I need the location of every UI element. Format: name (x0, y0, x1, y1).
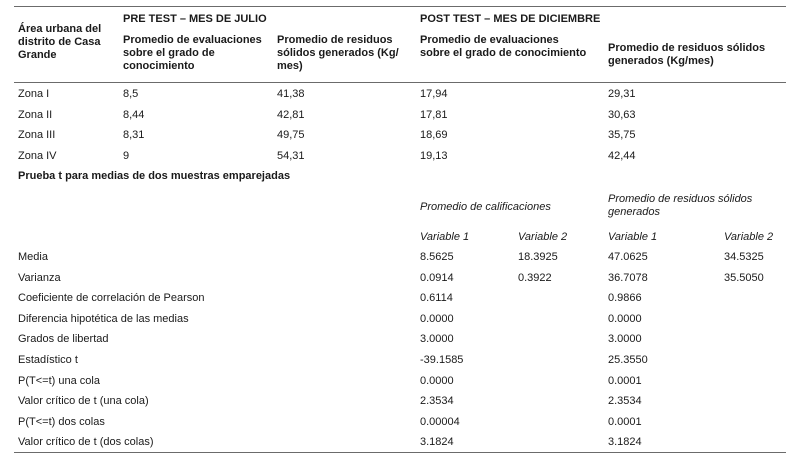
residues-var2-value: 35.5050 (724, 272, 764, 284)
grades-var2-value: 18.3925 (518, 251, 558, 263)
residues-var1-value: 0.0000 (608, 313, 642, 325)
residues-var1-value: 0.0001 (608, 375, 642, 387)
residues-var1-value: 2.3534 (608, 395, 642, 407)
row-header-area: Área urbana del distrito de Casa Grande (18, 23, 102, 61)
stat-label: Grados de libertad (18, 333, 109, 345)
stat-label: Valor crítico de t (una cola) (18, 395, 149, 407)
stat-label: P(T<=t) dos colas (18, 416, 105, 428)
header-bottom-rule (14, 82, 786, 83)
stat-label: Media (18, 251, 48, 263)
stat-label: Coeficiente de correlación de Pearson (18, 292, 205, 304)
post-sub-evaluations: Promedio de evaluaciones sobre el grado de conocimiento (420, 34, 587, 59)
grades-var1-value: 0.6114 (420, 292, 453, 304)
residues-var1-value: 36.7078 (608, 272, 648, 284)
grades-var1-value: 0.0000 (420, 375, 454, 387)
stat-label: Valor crítico de t (dos colas) (18, 436, 154, 448)
grades-var2-value: 0.3922 (518, 272, 552, 284)
pre-residue-value: 42,81 (277, 109, 305, 121)
pre-evaluation-value: 8,31 (123, 129, 145, 141)
post-evaluation-value: 17,94 (420, 88, 448, 100)
zone-label: Zona III (18, 129, 56, 141)
residues-var2-value: 34.5325 (724, 251, 764, 263)
residues-var1-value: 0.0001 (608, 416, 642, 428)
variable-2-header: Variable 2 (724, 231, 774, 243)
grades-var1-value: 0.00004 (420, 416, 460, 428)
post-evaluation-value: 17,81 (420, 109, 448, 121)
post-residue-value: 35,75 (608, 129, 636, 141)
post-test-header: POST TEST – MES DE DICIEMBRE (420, 13, 601, 25)
pre-evaluation-value: 8,5 (123, 88, 139, 100)
residues-var1-value: 0.9866 (608, 292, 642, 304)
pre-sub-residues: Promedio de residuos sólidos generados (Kg/ mes) (277, 34, 399, 72)
variable-1-header: Variable 1 (608, 231, 658, 243)
stat-label: Varianza (18, 272, 61, 284)
pre-residue-value: 41,38 (277, 88, 305, 100)
residues-var1-value: 3.0000 (608, 333, 642, 345)
pre-evaluation-value: 9 (123, 150, 130, 162)
grades-var1-value: 0.0914 (420, 272, 454, 284)
pre-residue-value: 54,31 (277, 150, 305, 162)
zone-label: Zona I (18, 88, 50, 100)
zone-label: Zona IV (18, 150, 57, 162)
post-residue-value: 30,63 (608, 109, 636, 121)
grades-var1-value: -39.1585 (420, 354, 464, 366)
stat-label: Diferencia hipotética de las medias (18, 313, 189, 325)
post-residue-value: 42,44 (608, 150, 636, 162)
residues-var1-value: 25.3550 (608, 354, 648, 366)
table-top-rule (14, 6, 786, 7)
stat-label: P(T<=t) una cola (18, 375, 100, 387)
grades-var1-value: 3.1824 (420, 436, 454, 448)
group-grades-header: Promedio de calificaciones (420, 201, 551, 213)
zone-label: Zona II (18, 109, 53, 121)
residues-var1-value: 47.0625 (608, 251, 648, 263)
stat-label: Estadístico t (18, 354, 78, 366)
t-test-title: Prueba t para medias de dos muestras emparejadas (18, 170, 291, 182)
grades-var1-value: 0.0000 (420, 313, 454, 325)
pre-test-header: PRE TEST – MES DE JULIO (123, 13, 267, 25)
pre-residue-value: 49,75 (277, 129, 305, 141)
pre-sub-evaluations: Promedio de evaluaciones sobre el grado de conocimiento (123, 34, 262, 72)
residues-var1-value: 3.1824 (608, 436, 642, 448)
variable-2-header: Variable 2 (518, 231, 568, 243)
variable-1-header: Variable 1 (420, 231, 470, 243)
post-residue-value: 29,31 (608, 88, 636, 100)
group-residues-header: Promedio de residuos sólidos generados (608, 193, 753, 218)
post-evaluation-value: 18,69 (420, 129, 448, 141)
post-evaluation-value: 19,13 (420, 150, 448, 162)
grades-var1-value: 2.3534 (420, 395, 454, 407)
pre-evaluation-value: 8,44 (123, 109, 145, 121)
post-sub-residues: Promedio de residuos sólidos generados (Kg/mes) (608, 42, 766, 67)
table-bottom-rule (14, 452, 786, 453)
grades-var1-value: 3.0000 (420, 333, 454, 345)
grades-var1-value: 8.5625 (420, 251, 454, 263)
